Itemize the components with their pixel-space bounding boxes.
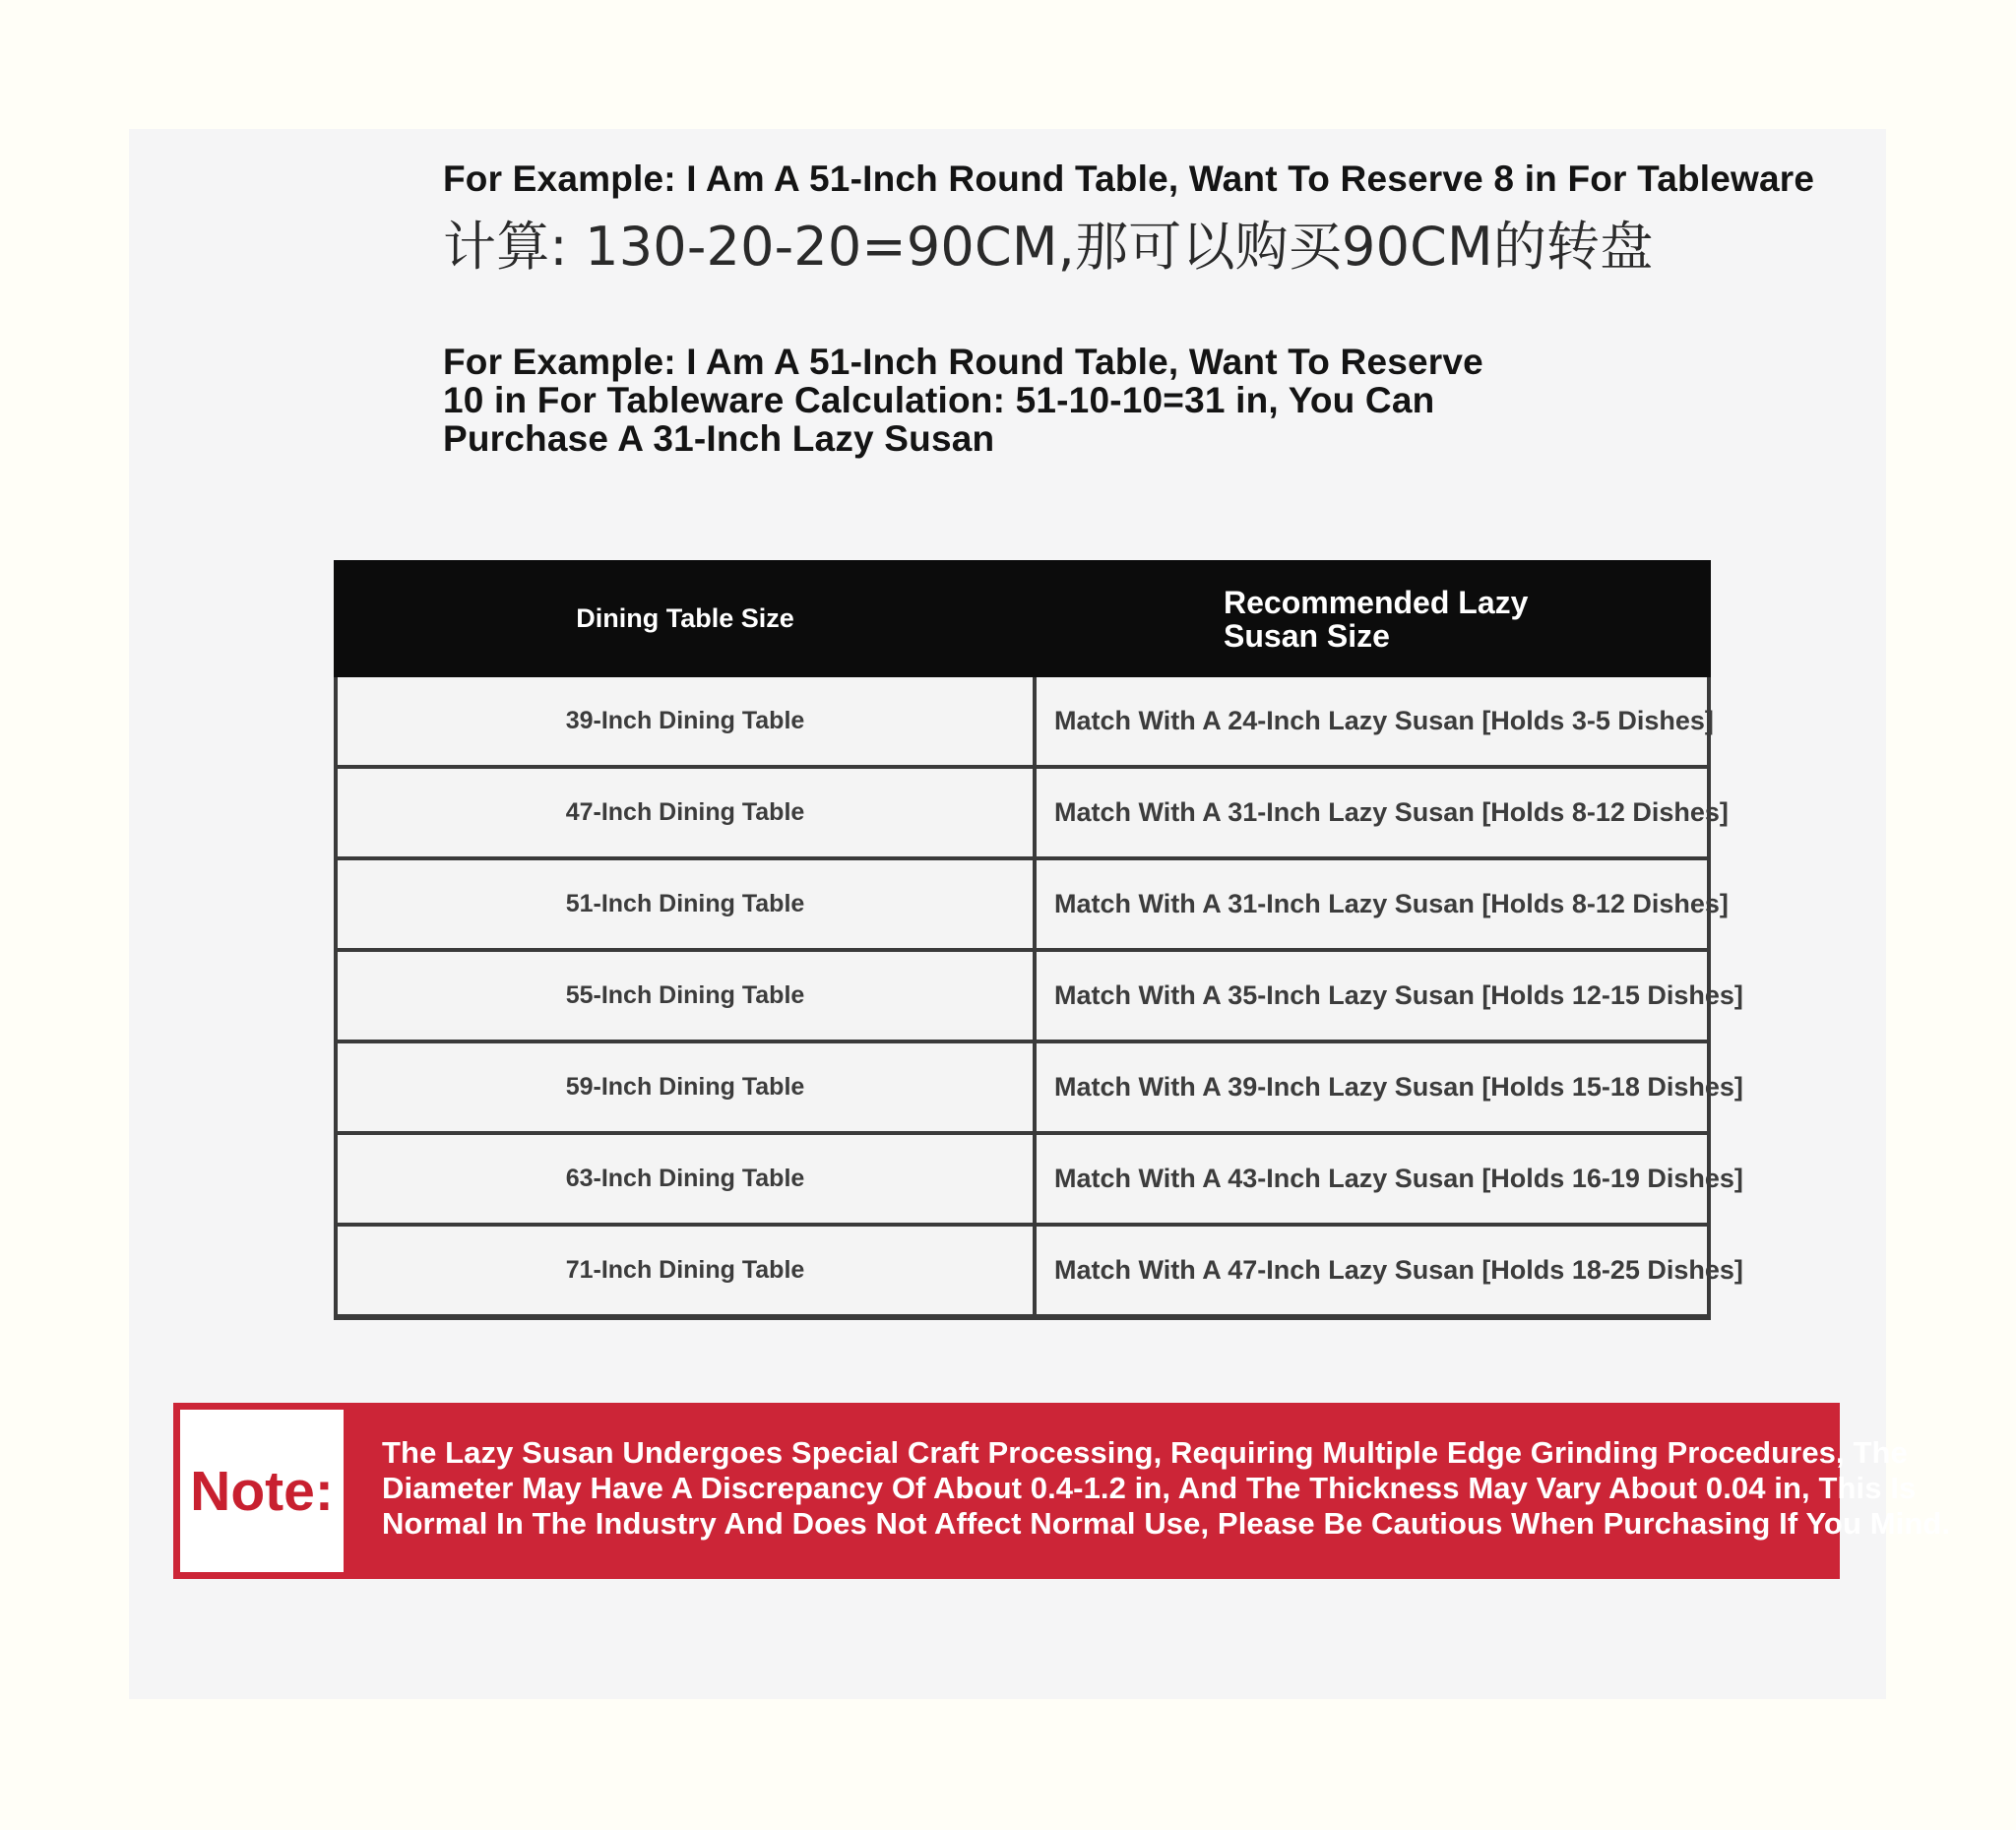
cell-dining-table: 47-Inch Dining Table (336, 767, 1035, 858)
table-header-row (336, 562, 1709, 675)
table-row (336, 675, 1709, 767)
cell-lazy-susan: Match With A 31-Inch Lazy Susan [Holds 8-12 Dishes] (1035, 858, 1709, 950)
table-row (336, 767, 1709, 858)
cell-lazy-susan: Match With A 39-Inch Lazy Susan [Holds 15-18 Dishes] (1035, 1041, 1709, 1133)
table-row (336, 1225, 1709, 1317)
cell-lazy-susan: Match With A 35-Inch Lazy Susan [Holds 12-15 Dishes] (1035, 950, 1709, 1041)
cell-dining-table: 63-Inch Dining Table (336, 1133, 1035, 1225)
cell-lazy-susan: Match With A 47-Inch Lazy Susan [Holds 18-25 Dishes] (1035, 1225, 1709, 1317)
header-dining-table-size: Dining Table Size (336, 562, 1035, 675)
size-recommendation-table (334, 560, 1743, 1320)
header-recommended-size (1035, 562, 1709, 675)
cell-dining-table: 39-Inch Dining Table (336, 675, 1035, 767)
note-text: The Lazy Susan Undergoes Special Craft Processing, Requiring Multiple Edge Grinding Procedures, The Diameter May Have A Discrepancy Of About 0.4-1.2 in, And The Thickness May Vary About 0.04 in, This Is Normal In The Industry And Does Not Affect Normal Use, Please Be Cautious When Purchasing If You Mind. (382, 1435, 1951, 1541)
table-row (336, 950, 1709, 1041)
table-row (336, 858, 1709, 950)
cell-dining-table: 51-Inch Dining Table (336, 858, 1035, 950)
header-recommended-size-label: Recommended Lazy Susan Size (1224, 584, 1529, 654)
cell-lazy-susan: Match With A 43-Inch Lazy Susan [Holds 16-19 Dishes] (1035, 1133, 1709, 1225)
example-heading-1: For Example: I Am A 51-Inch Round Table, Want To Reserve 8 in For Tableware (443, 158, 1815, 199)
cell-dining-table: 71-Inch Dining Table (336, 1225, 1035, 1317)
cell-dining-table: 59-Inch Dining Table (336, 1041, 1035, 1133)
cell-dining-table: 55-Inch Dining Table (336, 950, 1035, 1041)
note-label: Note: (180, 1410, 344, 1572)
table-row (336, 1133, 1709, 1225)
table-row (336, 1041, 1709, 1133)
cell-lazy-susan: Match With A 24-Inch Lazy Susan [Holds 3-5 Dishes] (1035, 675, 1709, 767)
calculation-heading-cn: 计算: 130-20-20=90CM,那可以购买90CM的转盘 (443, 216, 1654, 278)
note-banner (173, 1403, 1951, 1579)
example-heading-2: For Example: I Am A 51-Inch Round Table, Want To Reserve 10 in For Tableware Calculation: 51-10-10=31 in, You Can Purchase A 31-Inch Lazy Susan (443, 342, 1483, 459)
cell-lazy-susan: Match With A 31-Inch Lazy Susan [Holds 8-12 Dishes] (1035, 767, 1709, 858)
